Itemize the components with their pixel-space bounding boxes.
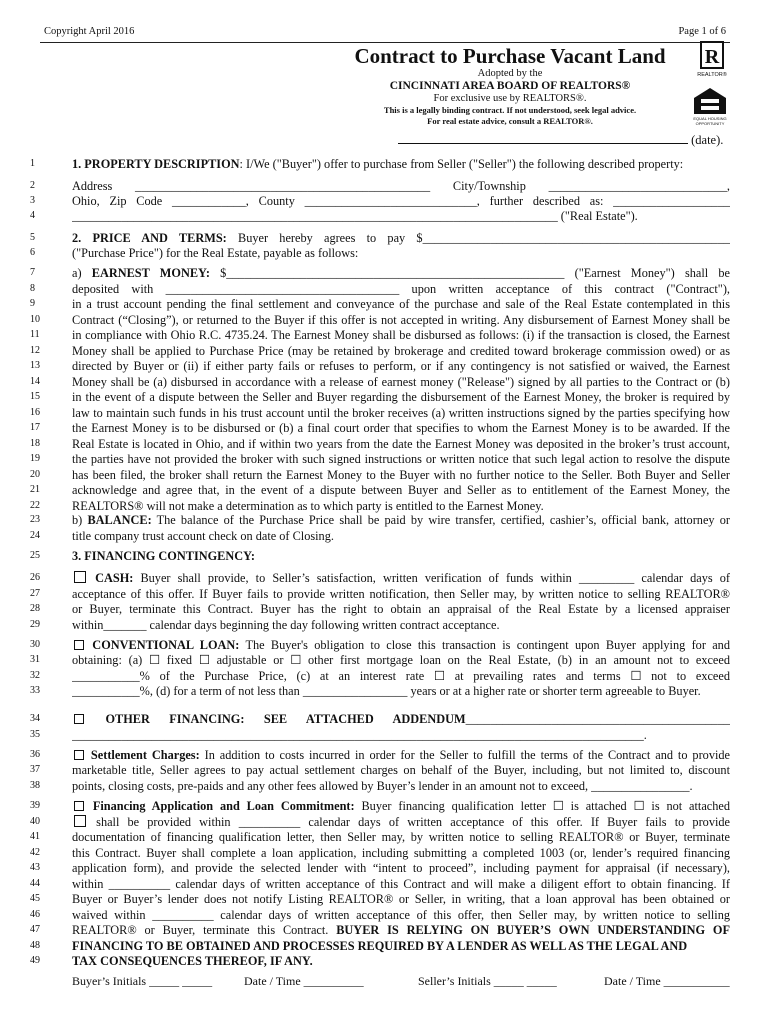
line-body: documentation of financing qualification letter, then Seller may, by written notice to selling REALTOR® or Buyer, terminate bbox=[72, 830, 730, 844]
line-heading: 2. PRICE AND TERMS: bbox=[72, 231, 227, 245]
line-number: 29 bbox=[30, 619, 40, 630]
line-number: 16 bbox=[30, 407, 40, 418]
line-text bbox=[72, 281, 730, 297]
line-body: marketable title, Seller agrees to pay actual settlement charges on behalf of the Buyer, including, but not limited to, discount bbox=[72, 763, 730, 777]
line-body: Address ________________________________________________ City/Township _____________________________, bbox=[72, 179, 730, 193]
line-heading: OTHER FINANCING: SEE ATTACHED ADDENDUM bbox=[86, 712, 466, 726]
line-heading: EARNEST MONEY: bbox=[91, 266, 210, 280]
equal-housing-icon bbox=[690, 86, 730, 128]
line-number: 31 bbox=[30, 654, 40, 665]
line-text bbox=[72, 436, 730, 452]
line-text bbox=[72, 845, 730, 861]
contract-line bbox=[0, 327, 770, 343]
line-number: 15 bbox=[30, 391, 40, 402]
line-text bbox=[72, 617, 730, 633]
line-body: directed by Buyer or (ii) if either party fails or refuses to perform, or if any contingency is not satisfied or waived, the Earnest bbox=[72, 359, 730, 373]
line-text bbox=[72, 570, 730, 586]
line-number: 40 bbox=[30, 816, 40, 827]
line-number: 2 bbox=[30, 180, 35, 191]
line-number: 46 bbox=[30, 909, 40, 920]
buyer-initials[interactable]: Buyer’s Initials _____ _____ bbox=[72, 974, 213, 988]
line-number: 22 bbox=[30, 500, 40, 511]
line-text bbox=[72, 193, 730, 209]
line-body: law to maintain such funds in his trust account until the broker receives (a) written instructions signed by the parties specifying how bbox=[72, 406, 730, 420]
line-number: 5 bbox=[30, 232, 35, 243]
line-number: 7 bbox=[30, 267, 35, 278]
contract-line bbox=[0, 570, 770, 586]
line-text bbox=[72, 512, 730, 528]
line-body: Buyer or Buyer’s lender does not notify Listing REALTOR® or Seller, in writing, that a loan approval has been obtained or bbox=[72, 892, 730, 906]
contract-line bbox=[0, 711, 770, 727]
line-number: 28 bbox=[30, 603, 40, 614]
line-body: deposited with ______________________________________ upon written acceptance of this contract ("Contract"), bbox=[72, 282, 730, 296]
contract-line bbox=[0, 637, 770, 653]
contract-line bbox=[0, 156, 770, 172]
date-field[interactable] bbox=[398, 132, 732, 148]
line-number: 42 bbox=[30, 847, 40, 858]
contract-line bbox=[0, 907, 770, 923]
line-number: 34 bbox=[30, 713, 40, 724]
line-body: Contract (“Closing”), or returned to the Buyer if this offer is not accepted in writing. Any disbursement of Earnest Money shall be bbox=[72, 313, 730, 327]
line-text bbox=[72, 528, 730, 544]
line-number: 23 bbox=[30, 514, 40, 525]
line-number: 17 bbox=[30, 422, 40, 433]
line-heading: Settlement Charges: bbox=[86, 748, 200, 762]
line-number: 27 bbox=[30, 588, 40, 599]
checkbox[interactable] bbox=[74, 640, 84, 650]
line-number: 20 bbox=[30, 469, 40, 480]
contract-line bbox=[0, 778, 770, 794]
line-text bbox=[72, 358, 730, 374]
line-number: 19 bbox=[30, 453, 40, 464]
line-text bbox=[72, 747, 730, 763]
line-body: shall be provided within __________ calendar days of written acceptance of this offer. If Buyer fails to provide bbox=[88, 815, 730, 829]
line-text bbox=[72, 922, 730, 938]
contract-line bbox=[0, 467, 770, 483]
line-text bbox=[72, 156, 730, 172]
line-number: 14 bbox=[30, 376, 40, 387]
checkbox[interactable] bbox=[74, 801, 84, 811]
line-text bbox=[72, 245, 730, 261]
line-number: 33 bbox=[30, 685, 40, 696]
line-number: 30 bbox=[30, 639, 40, 650]
line-body: obtaining: (a) ☐ fixed ☐ adjustable or ☐ other first mortgage loan on the Real Estate, (b) in an amount not to exceed bbox=[72, 653, 730, 667]
line-text bbox=[72, 482, 730, 498]
contract-line bbox=[0, 617, 770, 633]
line-text bbox=[72, 327, 730, 343]
contract-line bbox=[0, 230, 770, 246]
line-body: the Earnest Money is to be disbursed or (b) a final court order that specifies to whom the Earnest Money is to be awarded. If the bbox=[72, 421, 730, 435]
contract-line bbox=[0, 548, 770, 564]
contract-line bbox=[0, 193, 770, 209]
line-text bbox=[72, 876, 730, 892]
line-heading: Financing Application and Loan Commitment: bbox=[86, 799, 355, 813]
line-heading: FINANCING TO BE OBTAINED AND PROCESSES REQUIRED BY A LENDER AS WELL AS THE LEGAL AND bbox=[72, 939, 688, 953]
line-body: Buyer financing qualification letter ☐ is attached ☐ is not attached bbox=[354, 799, 730, 813]
line-body: acknowledge and agree that, in the event of a dispute between Buyer and Seller as to entitlement of the Earnest Money, the bbox=[72, 483, 730, 497]
line-text bbox=[72, 548, 730, 564]
line-prefix: b) bbox=[72, 513, 88, 527]
line-number: 13 bbox=[30, 360, 40, 371]
contract-line bbox=[0, 245, 770, 261]
contract-line bbox=[0, 586, 770, 602]
line-number: 3 bbox=[30, 195, 35, 206]
line-text bbox=[72, 814, 730, 830]
contract-line bbox=[0, 938, 770, 954]
line-body: within_______ calendar days beginning the day following written contract acceptance. bbox=[72, 618, 500, 632]
contract-line bbox=[0, 668, 770, 684]
board-name: CINCINNATI AREA BOARD OF REALTORS® bbox=[389, 80, 631, 92]
line-text bbox=[72, 891, 730, 907]
line-heading: CASH: bbox=[88, 571, 134, 585]
line-text bbox=[72, 727, 730, 743]
initials-footer bbox=[72, 974, 740, 990]
line-text bbox=[72, 683, 730, 699]
line-text bbox=[72, 405, 730, 421]
line-body: : I/We ("Buyer") offer to purchase from Seller ("Seller") the following described property: bbox=[239, 157, 684, 171]
line-body: _______________________________________________________________________________ ("Real Estate"). bbox=[72, 209, 638, 223]
line-body: _____________________________________________________________________________________________. bbox=[72, 728, 647, 742]
line-body: or Buyer, terminate this Contract. Buyer has the right to obtain an appraisal of the Real Estate by a licensed appraiser bbox=[72, 602, 730, 616]
contract-line bbox=[0, 374, 770, 390]
line-prefix: a) bbox=[72, 266, 92, 280]
line-body: acceptance of this offer. If Buyer fails to provide written notification, then Seller may, by written notice to selling REALTOR® bbox=[72, 587, 730, 601]
realtor-logo-icon bbox=[697, 40, 727, 80]
contract-line bbox=[0, 860, 770, 876]
line-body: ("Purchase Price") for the Real Estate, payable as follows: bbox=[72, 246, 359, 260]
line-number: 38 bbox=[30, 780, 40, 791]
line-number: 1 bbox=[30, 158, 35, 169]
contract-line bbox=[0, 845, 770, 861]
adopted-text: Adopted by the bbox=[477, 68, 543, 79]
line-text bbox=[72, 711, 730, 727]
line-text bbox=[72, 296, 730, 312]
line-number: 44 bbox=[30, 878, 40, 889]
contract-line bbox=[0, 953, 770, 969]
line-body: In addition to costs incurred in order for the Seller to fulfill the terms of the Contract and to provide bbox=[199, 748, 730, 762]
line-number: 4 bbox=[30, 210, 35, 221]
line-body: Ohio, Zip Code ____________, County ____________________________, further described as: ___________________ bbox=[72, 194, 730, 208]
line-body: Money shall be applied to Purchase Price (may be retained by brokerage and credited toward brokerage commission owed) or as bbox=[72, 344, 730, 358]
line-number: 9 bbox=[30, 298, 35, 309]
contract-line bbox=[0, 528, 770, 544]
contract-line bbox=[0, 208, 770, 224]
line-number: 25 bbox=[30, 550, 40, 561]
contract-line bbox=[0, 451, 770, 467]
line-text bbox=[72, 467, 730, 483]
line-text bbox=[72, 374, 730, 390]
line-body: in a trust account pending the final settlement and conveyance of the purchase and sale of the Real Estate contemplated in this bbox=[72, 297, 730, 311]
line-number: 45 bbox=[30, 893, 40, 904]
line-number: 18 bbox=[30, 438, 40, 449]
contract-line bbox=[0, 683, 770, 699]
line-body: within __________ calendar days of written acceptance of this Contract and will make a diligent effort to obtain financing. If bbox=[72, 877, 730, 891]
contract-line bbox=[0, 762, 770, 778]
line-text bbox=[72, 178, 730, 194]
line-text bbox=[72, 312, 730, 328]
seller-date-time[interactable]: Date / Time ___________ bbox=[604, 974, 730, 988]
line-number: 47 bbox=[30, 924, 40, 935]
page-header bbox=[40, 26, 730, 43]
buyer-date-time[interactable]: Date / Time __________ bbox=[244, 974, 364, 988]
page-number: Page 1 of 6 bbox=[678, 26, 726, 37]
line-body: REALTOR® or Buyer, terminate this Contract. bbox=[72, 923, 329, 937]
realtor-logo-letter: R bbox=[704, 46, 720, 68]
line-body: in compliance with Ohio R.C. 4735.24. The Earnest Money shall be disbursed as follows: (i) if the transaction is closed, the Earnest bbox=[72, 328, 730, 342]
line-body: points, closing costs, pre-paids and any other fees allowed by Buyer’s lender in an amount not to exceed, ________________. bbox=[72, 779, 693, 793]
line-body: ___________________________________________ bbox=[465, 712, 730, 726]
line-number: 21 bbox=[30, 484, 40, 495]
checkbox[interactable] bbox=[74, 750, 84, 760]
contract-line bbox=[0, 296, 770, 312]
contract-line bbox=[0, 876, 770, 892]
line-number: 6 bbox=[30, 247, 35, 258]
line-text bbox=[72, 938, 730, 954]
line-text bbox=[72, 601, 730, 617]
line-number: 11 bbox=[30, 329, 40, 340]
line-heading-2: BUYER IS RELYING ON BUYER’S OWN UNDERSTANDING OF bbox=[328, 923, 730, 937]
contract-line bbox=[0, 358, 770, 374]
line-body: in the event of a dispute between the Seller and Buyer regarding the disbursement of the Earnest Money, the broker is required by bbox=[72, 390, 730, 404]
line-number: 43 bbox=[30, 862, 40, 873]
line-text bbox=[72, 762, 730, 778]
line-text bbox=[72, 668, 730, 684]
line-text bbox=[72, 907, 730, 923]
line-body: The Buyer's obligation to close this transaction is contingent upon Buyer applying for and bbox=[239, 638, 730, 652]
line-text bbox=[72, 208, 730, 224]
line-text bbox=[72, 637, 730, 653]
line-heading: 3. FINANCING CONTINGENCY: bbox=[72, 549, 255, 563]
contract-line bbox=[0, 389, 770, 405]
contract-line bbox=[0, 178, 770, 194]
line-number: 48 bbox=[30, 940, 40, 951]
line-text bbox=[72, 860, 730, 876]
line-number: 8 bbox=[30, 283, 35, 294]
line-text bbox=[72, 265, 730, 281]
line-body: the parties have not provided the broker with such signed instructions or written notice that such legal action to resolve the dispute bbox=[72, 452, 730, 466]
contract-line bbox=[0, 420, 770, 436]
line-body: ___________% of the Purchase Price, (c) at an interest rate ☐ at prevailing rates and terms ☐ not to exceed bbox=[72, 669, 730, 683]
line-body: Real Estate is located in Ohio, and if within two years from the date the Earnest Money was deposited in the broker’s trust account, bbox=[72, 437, 730, 451]
line-text bbox=[72, 420, 730, 436]
line-body: The balance of the Purchase Price shall be paid by wire transfer, certified, cashier’s, official bank, attorney or bbox=[151, 513, 730, 527]
line-number: 39 bbox=[30, 800, 40, 811]
line-number: 24 bbox=[30, 530, 40, 541]
checkbox[interactable] bbox=[74, 571, 86, 583]
line-text bbox=[72, 451, 730, 467]
line-body: ___________%, (d) for a term of not less than _________________ years or at a higher rate or shorter term agreeable to Buyer. bbox=[72, 684, 701, 698]
eho-text-1: EQUAL HOUSING bbox=[693, 116, 727, 121]
line-heading: TAX CONSEQUENCES THEREOF, IF ANY. bbox=[72, 954, 313, 968]
line-text bbox=[72, 829, 730, 845]
line-number: 41 bbox=[30, 831, 40, 842]
date-label: (date). bbox=[691, 133, 724, 147]
line-body: $_______________________________________________________ ("Earnest Money") shall be bbox=[209, 266, 730, 280]
exclusive-use-text: For exclusive use by REALTORS®. bbox=[433, 93, 587, 104]
contract-line bbox=[0, 343, 770, 359]
contract-line bbox=[0, 482, 770, 498]
line-text bbox=[72, 953, 730, 969]
contract-line bbox=[0, 512, 770, 528]
line-body: application form), and provide the selected lender with “intent to proceed”, including payment for appraisal (if necessary), bbox=[72, 861, 730, 875]
line-heading: CONVENTIONAL LOAN: bbox=[86, 638, 240, 652]
line-heading: BALANCE: bbox=[87, 513, 152, 527]
document-title: Contract to Purchase Vacant Land bbox=[354, 44, 666, 68]
contract-line bbox=[0, 727, 770, 743]
line-number: 49 bbox=[30, 955, 40, 966]
line-number: 37 bbox=[30, 764, 40, 775]
line-body: this Contract. Buyer shall complete a loan application, including submitting a completed 1003 (or, lender’s required financing bbox=[72, 846, 730, 860]
contract-line bbox=[0, 922, 770, 938]
line-heading: 1. PROPERTY DESCRIPTION bbox=[72, 157, 240, 171]
binding-notice: This is a legally binding contract. If not understood, seek legal advice. bbox=[383, 105, 637, 115]
line-body: has been filed, the broker shall return the Earnest Money to the Buyer with no further notice to the Seller. Both Buyer and Seller bbox=[72, 468, 730, 482]
checkbox[interactable] bbox=[74, 714, 84, 724]
contract-line bbox=[0, 798, 770, 814]
contract-line bbox=[0, 281, 770, 297]
line-number: 32 bbox=[30, 670, 40, 681]
contract-line bbox=[0, 601, 770, 617]
copyright-text: Copyright April 2016 bbox=[44, 26, 135, 37]
line-body: Buyer shall provide, to Seller’s satisfaction, written verification of funds within _________ calendar days of bbox=[133, 571, 730, 585]
line-number: 12 bbox=[30, 345, 40, 356]
contract-line bbox=[0, 312, 770, 328]
contract-line bbox=[0, 891, 770, 907]
contract-line bbox=[0, 829, 770, 845]
line-text bbox=[72, 343, 730, 359]
line-number: 10 bbox=[30, 314, 40, 325]
line-text bbox=[72, 652, 730, 668]
line-body: Money shall be (a) disbursed in accordance with a release of earnest money ("Release") signed by all parties to the Contract or (b) bbox=[72, 375, 730, 389]
checkbox[interactable] bbox=[74, 815, 86, 827]
line-text bbox=[72, 778, 730, 794]
line-text bbox=[72, 586, 730, 602]
line-body: Buyer hereby agrees to pay $__________________________________________________ bbox=[226, 231, 730, 245]
line-number: 26 bbox=[30, 572, 40, 583]
line-text bbox=[72, 798, 730, 814]
line-body: REALTORS® will not make a determination as to which party is entitled to the Earnest Money. bbox=[72, 499, 544, 513]
line-body: title company trust account check on date of Closing. bbox=[72, 529, 334, 543]
contract-line bbox=[0, 814, 770, 830]
contract-line bbox=[0, 652, 770, 668]
eho-text-2: OPPORTUNITY bbox=[695, 121, 725, 126]
line-text bbox=[72, 230, 730, 246]
advice-notice: For real estate advice, consult a REALTOR®. bbox=[427, 116, 593, 126]
line-number: 36 bbox=[30, 749, 40, 760]
line-text bbox=[72, 389, 730, 405]
line-number: 35 bbox=[30, 729, 40, 740]
contract-line bbox=[0, 747, 770, 763]
seller-initials[interactable]: Seller’s Initials _____ _____ bbox=[418, 974, 557, 988]
realtor-logo-text: REALTOR® bbox=[697, 72, 727, 78]
contract-line bbox=[0, 405, 770, 421]
line-body: waived within __________ calendar days of written acceptance of this offer, then Seller may, by written notice to selling bbox=[72, 908, 730, 922]
contract-line bbox=[0, 265, 770, 281]
contract-line bbox=[0, 436, 770, 452]
